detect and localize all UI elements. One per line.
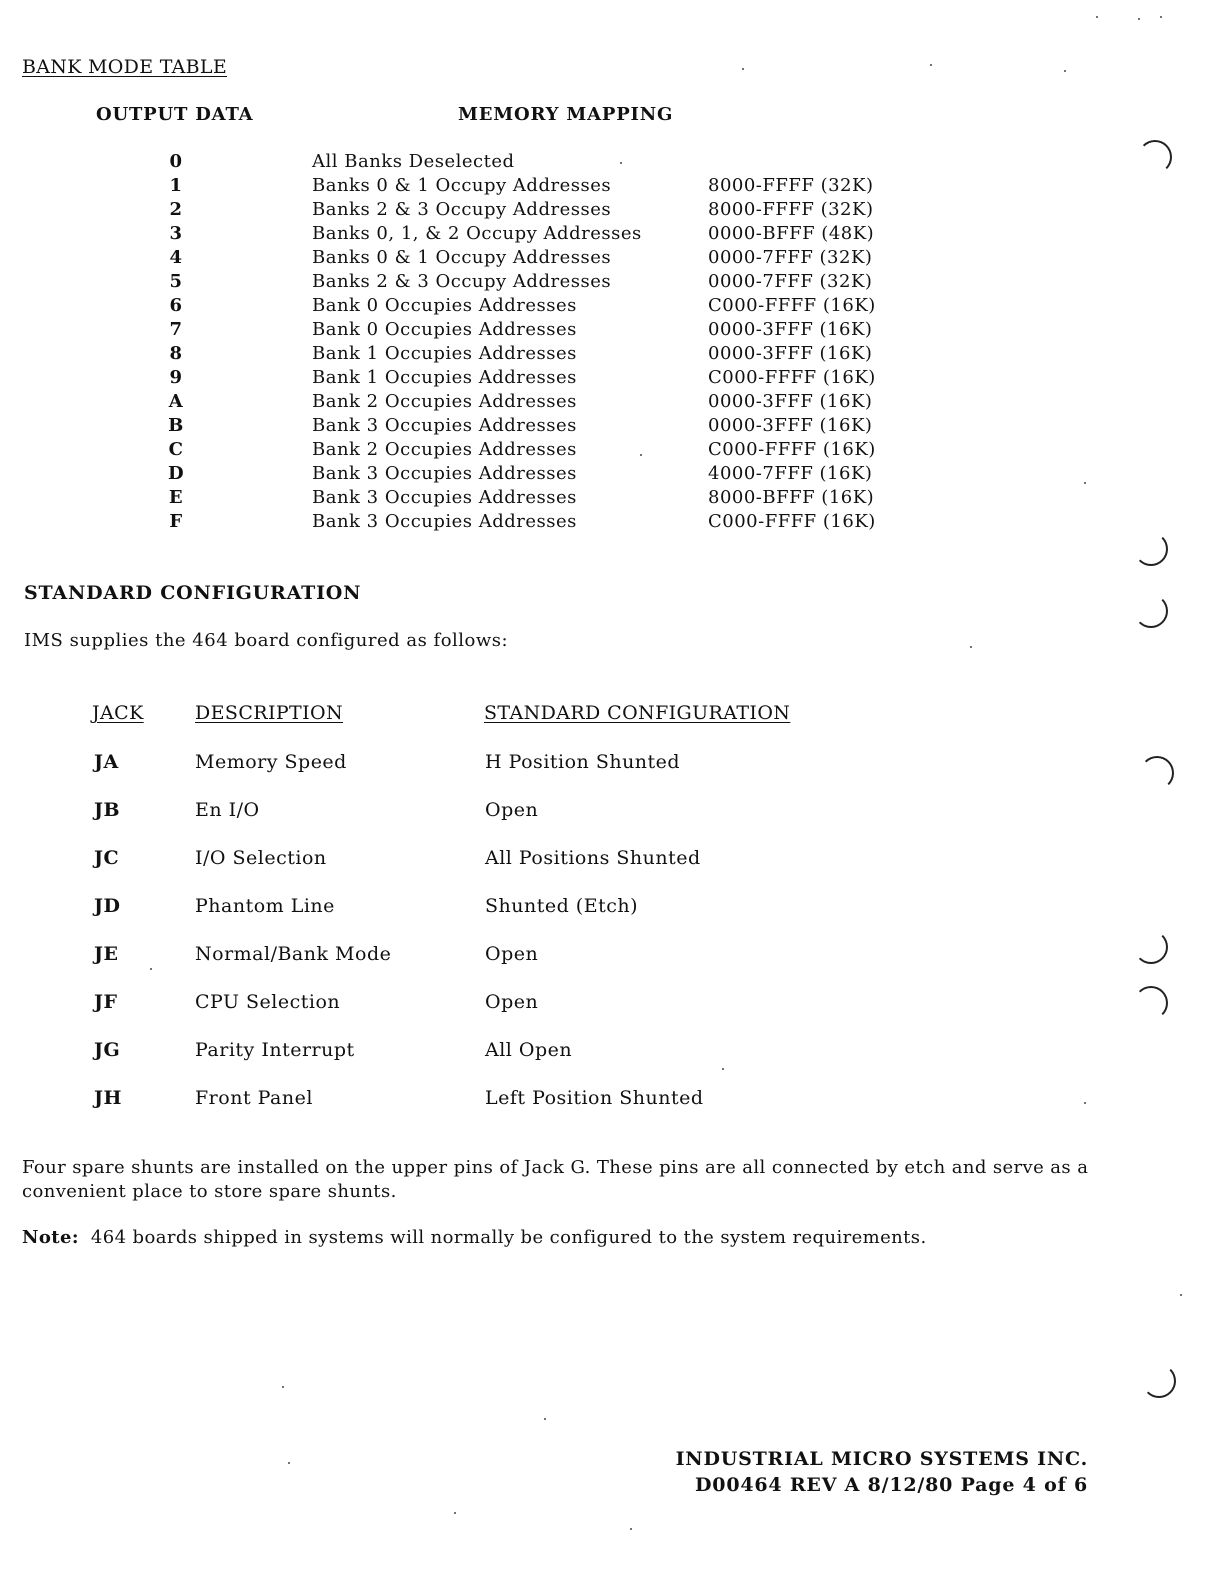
output-data-code: F bbox=[169, 511, 183, 532]
jack-id: JA bbox=[94, 751, 119, 773]
standard-configuration-title: STANDARD CONFIGURATION bbox=[24, 582, 362, 604]
address-range: 8000-FFFF (32K) bbox=[708, 199, 874, 220]
punch-hole-mark bbox=[1134, 532, 1168, 566]
scan-speck bbox=[1138, 18, 1140, 20]
table-row bbox=[0, 510, 1219, 534]
memory-mapping-description: Bank 0 Occupies Addresses bbox=[312, 295, 577, 316]
standard-configuration-intro: IMS supplies the 464 board configured as follows: bbox=[24, 630, 509, 651]
company-name: INDUSTRIAL MICRO SYSTEMS INC. bbox=[675, 1448, 1088, 1470]
table-row bbox=[0, 748, 1219, 796]
table-row bbox=[0, 940, 1219, 988]
memory-mapping-description: Bank 3 Occupies Addresses bbox=[312, 511, 577, 532]
description-header: DESCRIPTION bbox=[195, 702, 344, 724]
jack-standard-setting: Open bbox=[485, 799, 539, 821]
jack-id: JB bbox=[94, 799, 121, 821]
output-data-code: 7 bbox=[169, 319, 183, 340]
punch-hole-mark bbox=[1142, 1364, 1176, 1398]
output-data-code: B bbox=[168, 415, 184, 436]
jack-id: JD bbox=[94, 895, 121, 917]
scan-speck bbox=[1096, 16, 1098, 18]
address-range: 4000-7FFF (16K) bbox=[708, 463, 873, 484]
scan-speck bbox=[630, 1528, 632, 1530]
jack-description: Normal/Bank Mode bbox=[195, 943, 392, 965]
address-range: C000-FFFF (16K) bbox=[708, 511, 876, 532]
memory-mapping-description: Bank 3 Occupies Addresses bbox=[312, 487, 577, 508]
table-row bbox=[0, 366, 1219, 390]
output-data-header: OUTPUT DATA bbox=[96, 104, 254, 125]
jack-standard-setting: Shunted (Etch) bbox=[485, 895, 639, 917]
address-range: 0000-7FFF (32K) bbox=[708, 271, 873, 292]
memory-mapping-description: Banks 2 & 3 Occupy Addresses bbox=[312, 199, 612, 220]
standard-configuration-header: STANDARD CONFIGURATION bbox=[484, 702, 791, 724]
address-range: C000-FFFF (16K) bbox=[708, 439, 876, 460]
jack-description: Memory Speed bbox=[195, 751, 347, 773]
table-row bbox=[0, 150, 1219, 174]
table-row bbox=[0, 796, 1219, 844]
memory-mapping-description: Bank 2 Occupies Addresses bbox=[312, 439, 577, 460]
memory-mapping-description: Banks 2 & 3 Occupy Addresses bbox=[312, 271, 612, 292]
jack-standard-setting: All Positions Shunted bbox=[485, 847, 701, 869]
address-range: 0000-3FFF (16K) bbox=[708, 415, 873, 436]
document-revision-line: D00464 REV A 8/12/80 Page 4 of 6 bbox=[695, 1474, 1088, 1496]
table-row bbox=[0, 462, 1219, 486]
memory-mapping-description: Bank 0 Occupies Addresses bbox=[312, 319, 577, 340]
address-range: 0000-3FFF (16K) bbox=[708, 343, 873, 364]
jack-description: Front Panel bbox=[195, 1087, 313, 1109]
output-data-code: D bbox=[167, 463, 185, 484]
memory-mapping-header: MEMORY MAPPING bbox=[458, 104, 674, 125]
address-range: 0000-7FFF (32K) bbox=[708, 247, 873, 268]
scan-speck bbox=[742, 68, 744, 70]
address-range: C000-FFFF (16K) bbox=[708, 367, 876, 388]
jack-description: CPU Selection bbox=[195, 991, 341, 1013]
note-text: 464 boards shipped in systems will normally be configured to the system requirements. bbox=[90, 1227, 927, 1248]
output-data-code: 0 bbox=[169, 151, 183, 172]
scan-speck bbox=[930, 64, 932, 66]
jack-id: JF bbox=[94, 991, 118, 1013]
table-row bbox=[0, 892, 1219, 940]
note-label: Note: bbox=[22, 1227, 79, 1248]
jack-description: I/O Selection bbox=[195, 847, 327, 869]
jack-description: Phantom Line bbox=[195, 895, 335, 917]
scan-speck bbox=[970, 646, 972, 648]
jack-description: En I/O bbox=[195, 799, 260, 821]
memory-mapping-description: Bank 1 Occupies Addresses bbox=[312, 367, 577, 388]
address-range: 0000-3FFF (16K) bbox=[708, 319, 873, 340]
address-range: 8000-FFFF (32K) bbox=[708, 175, 874, 196]
document-footer bbox=[676, 1446, 1088, 1498]
output-data-code: 2 bbox=[169, 199, 183, 220]
scan-speck bbox=[288, 1462, 290, 1464]
table-row bbox=[0, 198, 1219, 222]
table-row bbox=[0, 414, 1219, 438]
spare-shunts-paragraph: Four spare shunts are installed on the upper pins of Jack G. These pins are all connected by etch and serve as a convenient place to store spare shunts. bbox=[22, 1157, 1089, 1202]
scan-speck bbox=[1084, 482, 1086, 484]
output-data-code: 9 bbox=[169, 367, 183, 388]
output-data-code: A bbox=[168, 391, 184, 412]
jack-id: JG bbox=[94, 1039, 121, 1061]
table-row bbox=[0, 486, 1219, 510]
memory-mapping-description: Bank 2 Occupies Addresses bbox=[312, 391, 577, 412]
table-row bbox=[0, 390, 1219, 414]
table-row bbox=[0, 270, 1219, 294]
scan-speck bbox=[544, 1418, 546, 1420]
bank-mode-table-body bbox=[0, 150, 1219, 534]
scan-speck bbox=[1180, 1294, 1182, 1296]
jack-standard-setting: Left Position Shunted bbox=[485, 1087, 704, 1109]
output-data-code: 1 bbox=[169, 175, 183, 196]
output-data-code: 4 bbox=[169, 247, 183, 268]
memory-mapping-description: Bank 3 Occupies Addresses bbox=[312, 415, 577, 436]
output-data-code: 6 bbox=[169, 295, 183, 316]
table-row bbox=[0, 222, 1219, 246]
configuration-table-body bbox=[0, 748, 1219, 1132]
scan-speck bbox=[282, 1386, 284, 1388]
jack-standard-setting: Open bbox=[485, 943, 539, 965]
scan-speck bbox=[1160, 16, 1162, 18]
jack-standard-setting: Open bbox=[485, 991, 539, 1013]
output-data-code: E bbox=[168, 487, 184, 508]
jack-standard-setting: H Position Shunted bbox=[485, 751, 681, 773]
scan-speck bbox=[150, 968, 152, 970]
jack-id: JC bbox=[94, 847, 120, 869]
punch-hole-mark bbox=[1140, 756, 1174, 790]
memory-mapping-description: Banks 0 & 1 Occupy Addresses bbox=[312, 247, 612, 268]
memory-mapping-description: Bank 3 Occupies Addresses bbox=[312, 463, 577, 484]
scan-speck bbox=[1064, 70, 1066, 72]
jack-id: JH bbox=[94, 1087, 122, 1109]
address-range: C000-FFFF (16K) bbox=[708, 295, 876, 316]
table-row bbox=[0, 318, 1219, 342]
scan-speck bbox=[1084, 1102, 1086, 1104]
bank-mode-table-title: BANK MODE TABLE bbox=[22, 56, 228, 78]
note bbox=[22, 1227, 927, 1248]
scan-speck bbox=[454, 1512, 456, 1514]
memory-mapping-description: All Banks Deselected bbox=[312, 151, 515, 172]
table-row bbox=[0, 1036, 1219, 1084]
punch-hole-mark bbox=[1138, 140, 1172, 174]
table-row bbox=[0, 1084, 1219, 1132]
table-row bbox=[0, 294, 1219, 318]
table-row bbox=[0, 246, 1219, 270]
memory-mapping-description: Banks 0, 1, & 2 Occupy Addresses bbox=[312, 223, 642, 244]
table-row bbox=[0, 174, 1219, 198]
punch-hole-mark bbox=[1134, 930, 1168, 964]
memory-mapping-description: Bank 1 Occupies Addresses bbox=[312, 343, 577, 364]
punch-hole-mark bbox=[1134, 594, 1168, 628]
scan-speck bbox=[620, 162, 622, 164]
jack-standard-setting: All Open bbox=[485, 1039, 573, 1061]
address-range: 0000-BFFF (48K) bbox=[708, 223, 875, 244]
scan-speck bbox=[640, 454, 642, 456]
output-data-code: 5 bbox=[169, 271, 183, 292]
table-row bbox=[0, 988, 1219, 1036]
address-range: 0000-3FFF (16K) bbox=[708, 391, 873, 412]
jack-header: JACK bbox=[92, 702, 144, 724]
output-data-code: 3 bbox=[169, 223, 183, 244]
address-range: 8000-BFFF (16K) bbox=[708, 487, 875, 508]
jack-id: JE bbox=[94, 943, 119, 965]
scan-speck bbox=[722, 1068, 724, 1070]
output-data-code: 8 bbox=[169, 343, 183, 364]
output-data-code: C bbox=[168, 439, 184, 460]
table-row bbox=[0, 342, 1219, 366]
memory-mapping-description: Banks 0 & 1 Occupy Addresses bbox=[312, 175, 612, 196]
table-row bbox=[0, 844, 1219, 892]
table-row bbox=[0, 438, 1219, 462]
punch-hole-mark bbox=[1134, 986, 1168, 1020]
jack-description: Parity Interrupt bbox=[195, 1039, 355, 1061]
